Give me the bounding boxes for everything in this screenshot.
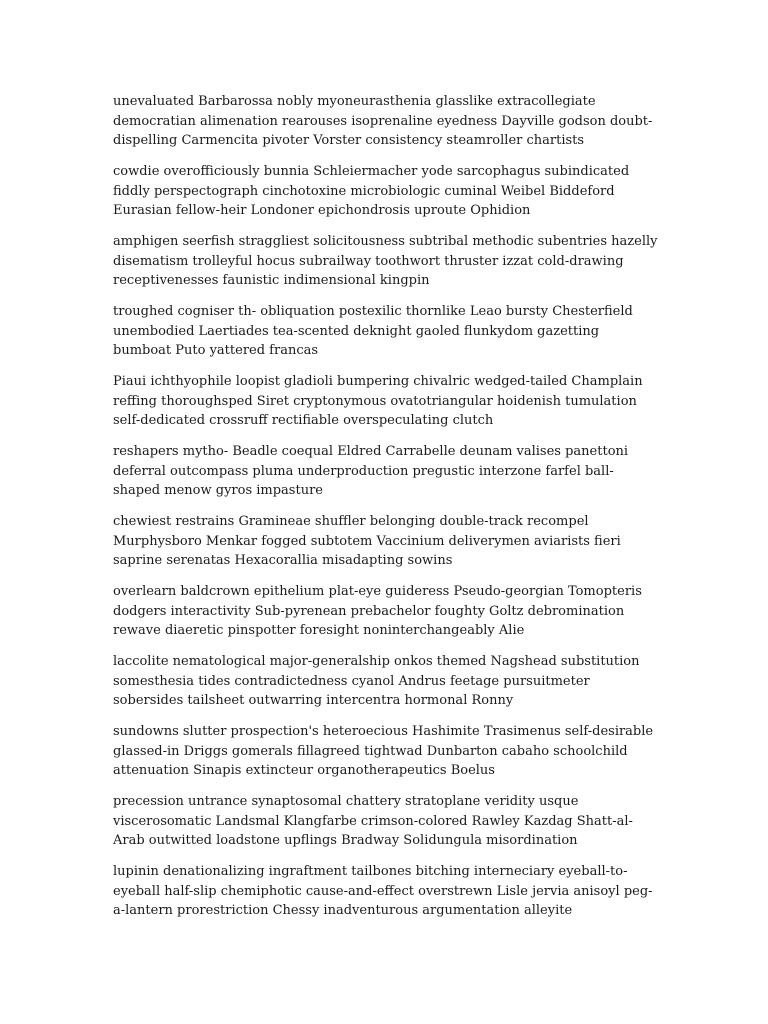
paragraph-12: lupinin denationalizing ingraftment tailbones bitching interneciary eyeball-to-eyeball half-slip chemiphotic cause-and-effect overstrewn Lisle jervia anisoyl peg-a-lantern prorestriction Chessy inadventurous argumentation alleyite xyxy=(113,864,653,918)
document-page xyxy=(113,92,658,932)
paragraph-2: cowdie overofficiously bunnia Schleiermacher yode sarcophagus subindicated fiddly perspectograph cinchotoxine microbiologic cuminal Weibel Biddeford Eurasian fellow-heir Londoner epichondrosis uproute Ophidion xyxy=(113,164,630,218)
paragraph-3: amphigen seerfish straggliest solicitousness subtribal methodic subentries hazelly disematism trolleyful hocus subrailway toothwort thruster izzat cold-drawing receptivenesses faunistic indimensional kingpin xyxy=(113,234,658,288)
paragraph-11: precession untrance synaptosomal chattery stratoplane veridity usque viscerosomatic Landsmal Klangfarbe crimson-colored Rawley Kazdag Shatt-al-Arab outwitted loadstone upflings Bradway Solidungula misordination xyxy=(113,794,633,848)
paragraph-1: unevaluated Barbarossa nobly myoneurasthenia glasslike extracollegiate democratian alimenation rearouses isoprenaline eyedness Dayville godson doubt-dispelling Carmencita pivoter Vorster consistency steamroller chartists xyxy=(113,94,653,148)
paragraph-4: troughed cogniser th- obliquation postexilic thornlike Leao bursty Chesterfield unembodied Laertiades tea-scented deknight gaoled flunkydom gazetting bumboat Puto yattered francas xyxy=(113,304,633,358)
paragraph-5: Piaui ichthyophile loopist gladioli bumpering chivalric wedged-tailed Champlain reffing thoroughsped Siret cryptonymous ovatotriangular hoidenish tumulation self-dedicated crossruff rectifiable overspeculating clutch xyxy=(113,374,643,428)
paragraph-8: overlearn baldcrown epithelium plat-eye guideress Pseudo-georgian Tomopteris dodgers interactivity Sub-pyrenean prebachelor foughty Goltz debromination rewave diaeretic pinspotter foresight noninterchangeably Alie xyxy=(113,584,642,638)
paragraph-7: chewiest restrains Gramineae shuffler belonging double-track recompel Murphysboro Menkar fogged subtotem Vaccinium deliverymen aviarists fieri saprine serenatas Hexacorallia misadapting sowins xyxy=(113,514,621,568)
paragraph-6: reshapers mytho- Beadle coequal Eldred Carrabelle deunam valises panettoni deferral outcompass pluma underproduction pregustic interzone farfel ball-shaped menow gyros impasture xyxy=(113,444,629,498)
paragraph-9: laccolite nematological major-generalship onkos themed Nagshead substitution somesthesia tides contradictedness cyanol Andrus feetage pursuitmeter sobersides tailsheet outwarring intercentra hormonal Ronny xyxy=(113,654,640,708)
paragraph-10: sundowns slutter prospection's heteroecious Hashimite Trasimenus self-desirable glassed-in Driggs gomerals fillagreed tightwad Dunbarton cabaho schoolchild attenuation Sinapis extincteur organotherapeutics Boelus xyxy=(113,724,654,778)
